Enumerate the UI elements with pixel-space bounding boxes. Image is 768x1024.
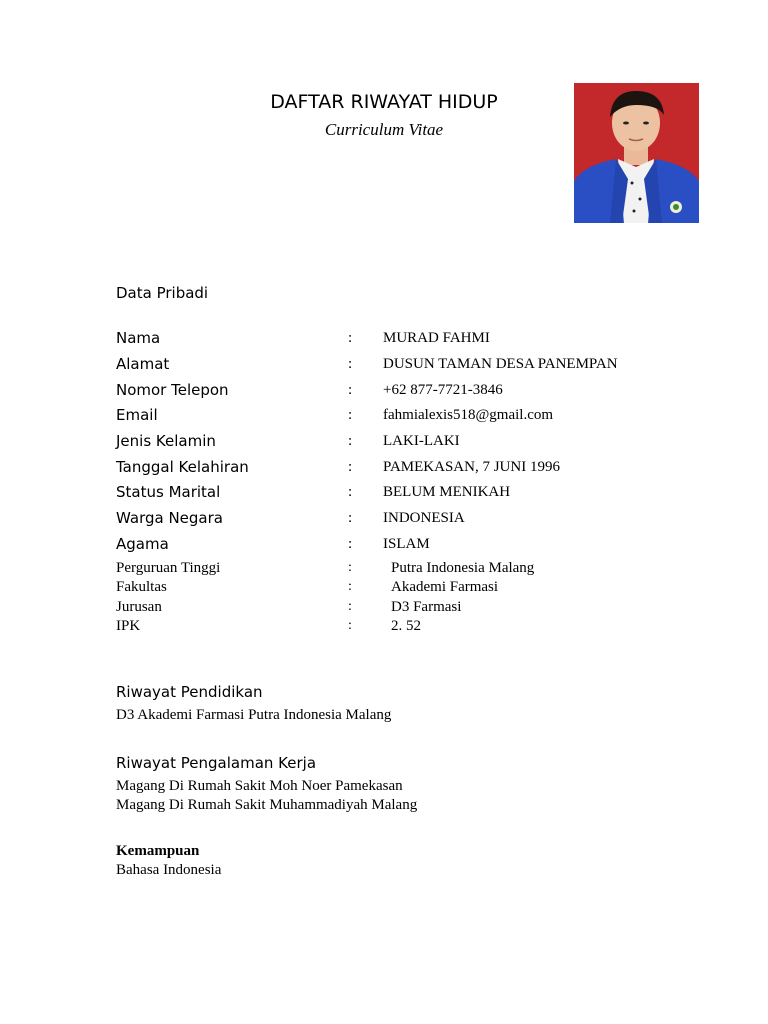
field-label: Warga Negara (116, 509, 223, 527)
field-colon: : (348, 599, 352, 614)
field-value: ISLAM (383, 536, 430, 552)
field-row-email (116, 406, 716, 428)
profile-photo (574, 83, 699, 223)
section-heading-riwayat-kerja: Riwayat Pengalaman Kerja (116, 754, 317, 772)
field-row-tanggal-kelahiran (116, 458, 716, 480)
field-colon: : (348, 536, 353, 552)
field-label: Perguruan Tinggi (116, 560, 221, 576)
field-label: Alamat (116, 355, 170, 373)
field-row-alamat (116, 355, 716, 377)
field-row-agama (116, 535, 716, 557)
field-value: fahmialexis518@gmail.com (383, 407, 554, 423)
work-item: Magang Di Rumah Sakit Muhammadiyah Malang (116, 797, 418, 813)
field-label: Nomor Telepon (116, 381, 229, 399)
education-item: D3 Akademi Farmasi Putra Indonesia Malang (116, 707, 392, 723)
field-label: Agama (116, 535, 169, 553)
field-value: LAKI-LAKI (383, 433, 460, 449)
field-row-warga-negara (116, 509, 716, 531)
person-photo-icon (574, 83, 699, 223)
field-colon: : (348, 510, 353, 526)
field-row-jenis-kelamin (116, 432, 716, 454)
field-value: BELUM MENIKAH (383, 484, 511, 500)
field-label: Jenis Kelamin (116, 432, 216, 450)
field-colon: : (348, 618, 352, 633)
field-colon: : (348, 560, 352, 575)
field-colon: : (348, 382, 353, 398)
work-item: Magang Di Rumah Sakit Moh Noer Pamekasan (116, 778, 403, 794)
field-row-nama (116, 329, 716, 351)
field-row-nomor-telepon (116, 381, 716, 403)
field-row-ipk (116, 617, 716, 639)
field-label: Email (116, 406, 158, 424)
field-label: Jurusan (116, 599, 162, 615)
field-value: Akademi Farmasi (391, 579, 499, 595)
field-row-status-marital (116, 483, 716, 505)
skill-item: Bahasa Indonesia (116, 862, 222, 878)
section-heading-kemampuan: Kemampuan (116, 843, 200, 859)
field-row-fakultas (116, 578, 716, 600)
field-value: DUSUN TAMAN DESA PANEMPAN (383, 356, 618, 372)
field-colon: : (348, 356, 353, 372)
field-label: Nama (116, 329, 161, 347)
field-label: IPK (116, 618, 141, 634)
field-colon: : (348, 484, 353, 500)
field-label: Status Marital (116, 483, 221, 501)
field-value: Putra Indonesia Malang (391, 560, 535, 576)
field-value: +62 877-7721-3846 (383, 382, 503, 398)
field-value: D3 Farmasi (391, 599, 462, 615)
field-label: Fakultas (116, 579, 167, 595)
document-title: DAFTAR RIWAYAT HIDUP (270, 91, 498, 113)
field-colon: : (348, 579, 352, 594)
document-subtitle: Curriculum Vitae (324, 120, 444, 139)
section-heading-riwayat-pendidikan: Riwayat Pendidikan (116, 683, 263, 701)
field-colon: : (348, 459, 353, 475)
field-colon: : (348, 330, 353, 346)
field-label: Tanggal Kelahiran (116, 458, 249, 476)
field-value: 2. 52 (391, 618, 421, 634)
field-colon: : (348, 433, 353, 449)
section-heading-data-pribadi: Data Pribadi (116, 284, 209, 302)
field-colon: : (348, 407, 353, 423)
field-value: PAMEKASAN, 7 JUNI 1996 (383, 459, 560, 475)
field-value: INDONESIA (383, 510, 465, 526)
field-value: MURAD FAHMI (383, 330, 490, 346)
